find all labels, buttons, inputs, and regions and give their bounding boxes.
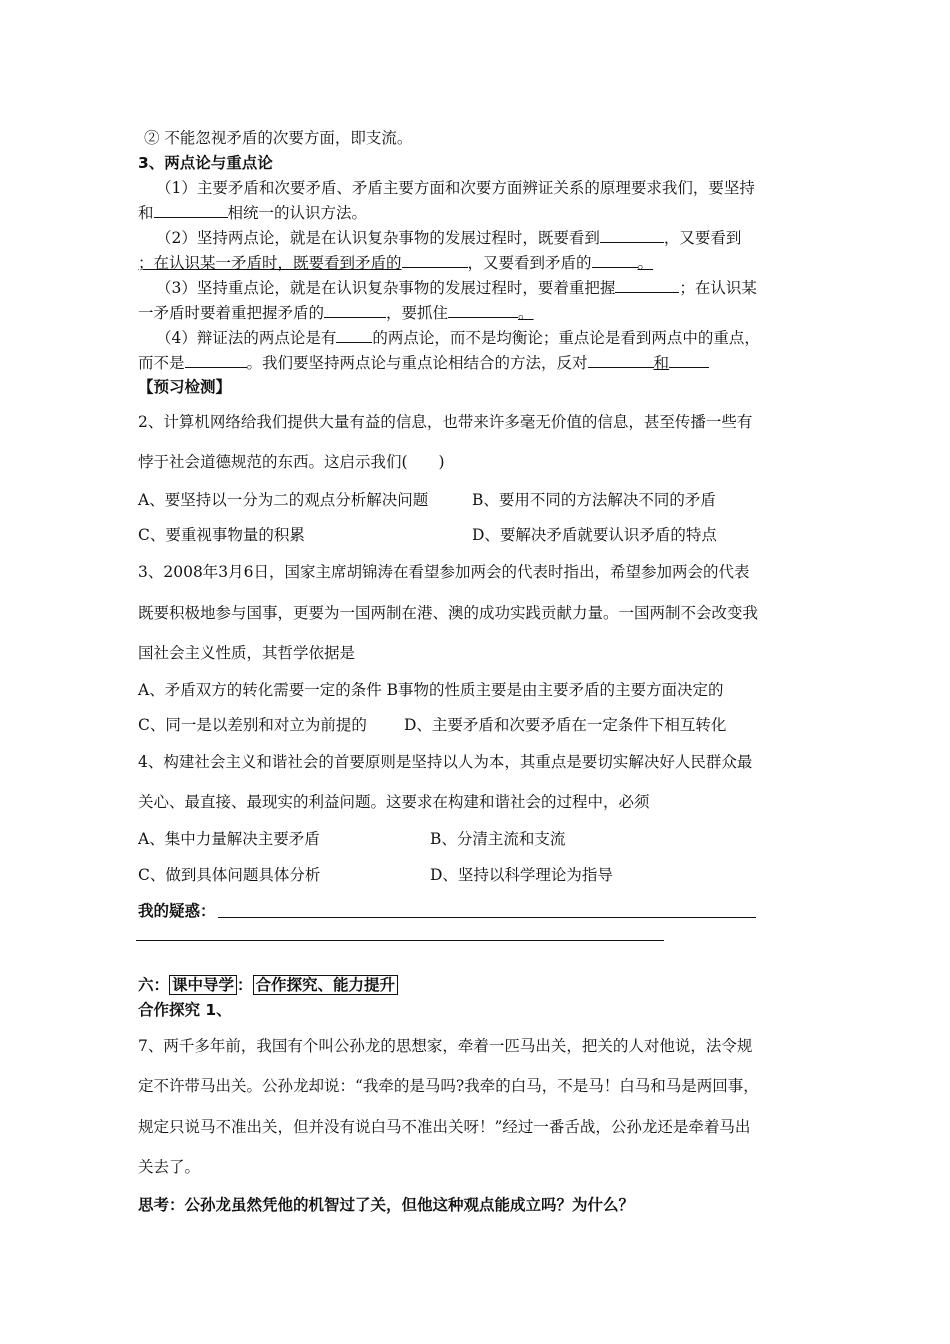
q2-stem-2: 悖于社会道德规范的东西。这启示我们( ) [138, 453, 445, 471]
think-question: 思考：公孙龙虽然凭他的机智过了关，但他这种观点能成立吗？为什么？ [138, 1196, 635, 1214]
q4-option-c[interactable]: C、做到具体问题具体分析 [138, 866, 321, 884]
item-1-line2 [138, 203, 367, 223]
q4-option-b[interactable]: B、分清主流和支流 [430, 830, 566, 848]
fill-blank[interactable] [600, 228, 664, 243]
coop-inquiry-1-heading: 合作探究 1、 [138, 1001, 232, 1019]
item-1-and: 和 [138, 204, 154, 222]
q3-stem-2: 既要积极地参与国事，更要为一国两制在港、澳的成功实践贡献力量。一国两制不会改变我 [138, 604, 759, 622]
item-3-text: （3）坚持重点论，就是在认识复杂事物的发展过程时，要着重把握 [156, 279, 616, 297]
item-4-text4: 。我们要坚持两点论与重点论相结合的方法，反对 [246, 354, 588, 372]
item-4-line2 [138, 353, 709, 373]
q4-stem-1: 4、构建社会主义和谐社会的首要原则是坚持以人为本，其重点是要切实解决好人民群众最 [138, 753, 753, 771]
q7-line-1: 7、两千多年前，我国有个叫公孙龙的思想家，牵着一匹马出关，把关的人对他说，法令规 [138, 1037, 753, 1055]
item-4-and: 和 [653, 354, 670, 372]
q2-option-a[interactable]: A、要坚持以一分为二的观点分析解决问题 [138, 491, 429, 509]
section-6-colon: ： [237, 976, 253, 994]
item-3-line1 [156, 278, 757, 298]
section-3-heading: 3、两点论与重点论 [138, 154, 273, 172]
q7-line-3: 规定只说马不准出关，但并没有说白马不准出关呀！”经过一番舌战，公孙龙还是牵着马出 [138, 1118, 751, 1136]
item-1-line1: （1）主要矛盾和次要矛盾、矛盾主要方面和次要方面辨证关系的原理要求我们，要坚持 [156, 179, 755, 197]
point-2-text: ② 不能忽视矛盾的次要方面，即支流。 [144, 129, 413, 147]
doubt-answer-line-1[interactable] [218, 917, 756, 918]
fill-blank[interactable] [154, 203, 228, 218]
preview-check-heading: 【预习检测】 [138, 378, 232, 396]
q2-stem-1: 2、计算机网络给我们提供大量有益的信息，也带来许多毫无价值的信息，甚至传播一些有 [138, 413, 753, 431]
in-class-guide-box: 课中导学 [169, 975, 237, 995]
q7-line-2: 定不许带马出关。公孙龙却说：“我牵的是马吗?我牵的白马，不是马！白马和马是两回事， [138, 1077, 759, 1095]
item-2-text4: ，又要看到矛盾的 [467, 254, 592, 272]
section-6-prefix: 六： [138, 976, 170, 994]
item-3-text4: ，要抓住 [386, 304, 449, 322]
item-2-end: 。 [637, 254, 654, 272]
fill-blank[interactable] [615, 278, 679, 293]
doubt-answer-line-2[interactable] [136, 940, 664, 941]
section-6-heading [138, 975, 398, 995]
q3-option-d[interactable]: D、主要矛盾和次要矛盾在一定条件下相互转化 [404, 716, 727, 734]
q4-option-d[interactable]: D、坚持以科学理论为指导 [430, 866, 613, 884]
item-2-text3: ；在认识某一矛盾时，既要看到矛盾的 [138, 254, 402, 272]
item-3-text3: 一矛盾时要着重把握矛盾的 [138, 304, 325, 322]
q2-option-c[interactable]: C、要重视事物量的积累 [138, 526, 305, 544]
q3-option-ab[interactable]: A、矛盾双方的转化需要一定的条件 B事物的性质主要是由主要矛盾的主要方面决定的 [138, 681, 724, 699]
fill-blank[interactable] [185, 353, 247, 368]
q2-option-d[interactable]: D、要解决矛盾就要认识矛盾的特点 [472, 526, 717, 544]
item-2-line1 [156, 228, 741, 248]
fill-blank[interactable] [448, 303, 518, 318]
item-4-text2: 的两点论，而不是均衡论；重点论是看到两点中的重点， [372, 329, 760, 347]
fill-blank[interactable] [669, 353, 709, 368]
item-2-text2: ，又要看到 [663, 229, 742, 247]
item-3-end: 。 [518, 304, 534, 322]
item-1-tail: 相统一的认识方法。 [227, 204, 368, 222]
fill-blank[interactable] [588, 353, 654, 368]
fill-blank[interactable] [336, 328, 372, 343]
fill-blank[interactable] [324, 303, 386, 318]
q3-stem-1: 3、2008年3月6日，国家主席胡锦涛在看望参加两会的代表时指出，希望参加两会的代表 [138, 563, 750, 581]
q4-stem-2: 关心、最直接、最现实的利益问题。这要求在构建和谐社会的过程中，必须 [138, 793, 650, 811]
item-4-text: （4）辩证法的两点论是有 [156, 329, 337, 347]
cooperative-inquiry-box: 合作探究、能力提升 [253, 975, 399, 995]
item-3-text2: ；在认识某 [679, 279, 757, 297]
item-4-line1 [156, 328, 760, 348]
q3-stem-3: 国社会主义性质，其哲学依据是 [138, 644, 356, 662]
item-3-line2 [138, 303, 534, 323]
item-4-text3: 而不是 [138, 354, 185, 372]
item-2-text: （2）坚持两点论，就是在认识复杂事物的发展过程时，既要看到 [156, 229, 600, 247]
q2-option-b[interactable]: B、要用不同的方法解决不同的矛盾 [472, 491, 716, 509]
fill-blank[interactable] [592, 253, 638, 268]
q7-line-4: 关去了。 [138, 1158, 201, 1176]
q3-option-c[interactable]: C、同一是以差别和对立为前提的 [138, 716, 367, 734]
item-2-line2 [138, 253, 653, 273]
q4-option-a[interactable]: A、集中力量解决主要矛盾 [138, 830, 320, 848]
doubt-label: 我的疑惑： [138, 902, 216, 920]
fill-blank[interactable] [402, 253, 468, 268]
